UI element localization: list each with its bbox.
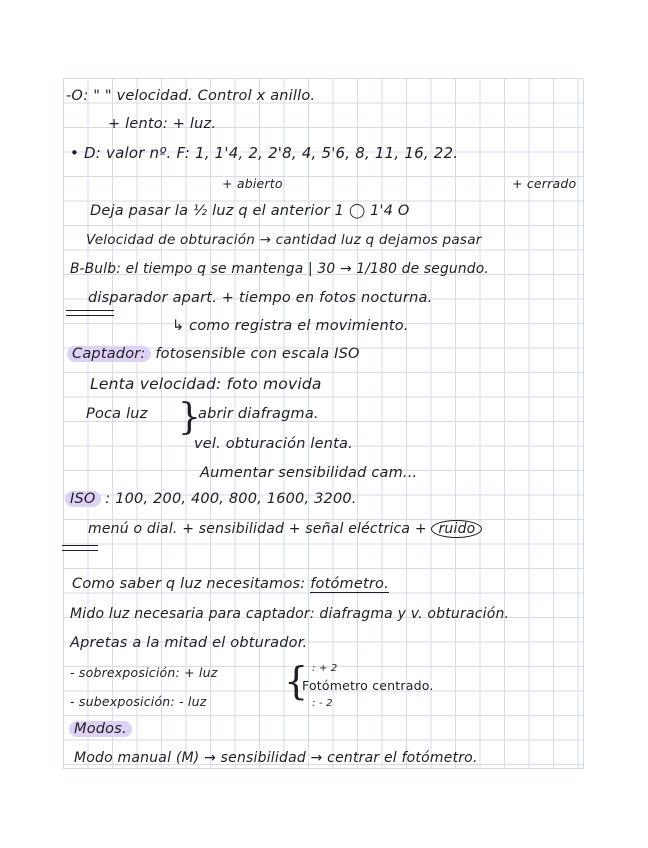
note-line: Poca luz	[86, 406, 148, 422]
brace: {	[284, 659, 309, 703]
note-line: + lento: + luz.	[108, 116, 217, 132]
brace: }	[178, 397, 201, 438]
note-line: ISO : 100, 200, 400, 800, 1600, 3200.	[70, 489, 357, 509]
circled-word: ruido	[431, 520, 482, 538]
note-line: -O: " " velocidad. Control x anillo.	[66, 88, 316, 104]
note-line: Aumentar sensibilidad cam...	[200, 465, 418, 481]
note-line: disparador apart. + tiempo en fotos nocturna.	[88, 290, 433, 306]
highlight-marker: Captador:	[67, 346, 151, 362]
note-line: Como saber q luz necesitamos: fotómetro.	[72, 576, 389, 592]
note-line: B-Bulb: el tiempo q se mantenga | 30 → 1/180 de segundo.	[70, 261, 489, 277]
note-annotation: : - 2	[312, 698, 333, 709]
note-line: Apretas a la mitad el obturador.	[70, 635, 308, 651]
note-line: - sobrexposición: + luz	[70, 665, 218, 680]
note-line: Deja pasar la ½ luz q el anterior 1 ◯ 1'4 O	[90, 203, 410, 219]
note-line: Modo manual (M) → sensibilidad → centrar el fotómetro.	[74, 750, 478, 766]
note-annotation: : + 2	[312, 663, 338, 674]
note-line: menú o dial. + sensibilidad + señal eléctrica + ruido	[88, 519, 482, 539]
note-line: ↳ como registra el movimiento.	[172, 318, 409, 334]
note-annotation: + cerrado	[512, 176, 577, 191]
double-underline	[62, 545, 98, 551]
note-line: Velocidad de obturación → cantidad luz q dejamos pasar	[86, 232, 482, 248]
note-line: Mido luz necesaria para captador: diafragma y v. obturación.	[70, 606, 510, 622]
note-line: • D: valor nº. F: 1, 1'4, 2, 2'8, 4, 5'6, 8, 11, 16, 22.	[70, 144, 459, 162]
underlined-word: fotómetro.	[310, 576, 389, 592]
highlight-marker: ISO	[65, 491, 101, 507]
double-underline	[66, 310, 114, 316]
highlight-marker: Modos.	[69, 721, 132, 737]
note-line: abrir diafragma.	[198, 406, 319, 422]
note-line	[74, 719, 132, 739]
note-line: Lenta velocidad: foto movida	[90, 375, 322, 393]
note-line: vel. obturación lenta.	[194, 436, 353, 452]
note-line: - subexposición: - luz	[70, 694, 207, 709]
note-line: Captador: fotosensible con escala ISO	[72, 344, 360, 364]
note-annotation: + abierto	[222, 176, 283, 191]
note-line: Fotómetro centrado.	[302, 678, 434, 693]
